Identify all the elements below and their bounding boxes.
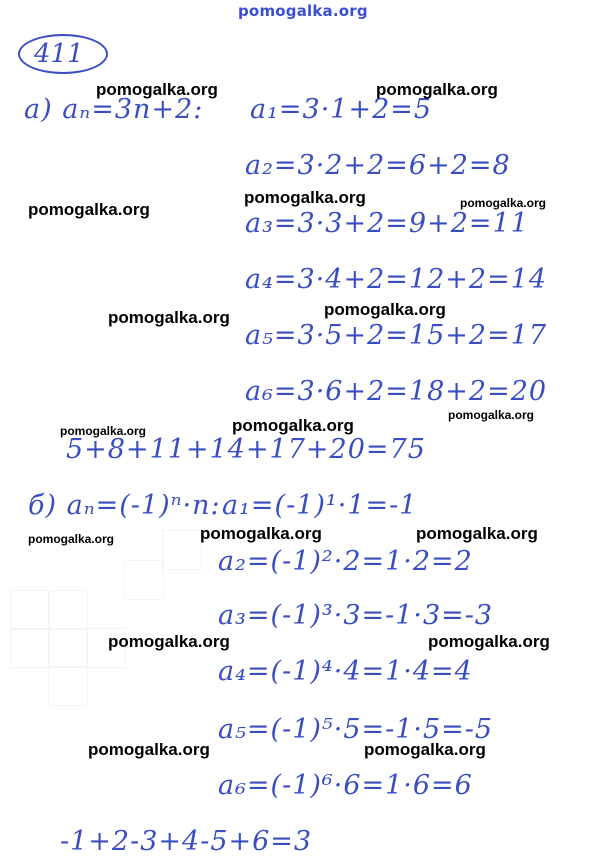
part-a-line-3: a₃=3·3+2=9+2=11 [245,208,529,239]
part-a-line-6: a₆=3·6+2=18+2=20 [245,376,548,407]
part-a-line-5: a₅=3·5+2=15+2=17 [245,320,548,351]
watermark: pomogalka.org [416,524,538,543]
part-a-sum: 5+8+11+14+17+20=75 [66,434,426,465]
background-grid [10,530,250,730]
task-number: 411 [34,39,84,69]
site-header-link[interactable]: pomogalka.org [238,2,368,20]
grid-cell [48,628,88,668]
part-b-line-3: a₃=(-1)³·3=-1·3=-3 [218,600,494,631]
watermark: pomogalka.org [448,408,535,422]
watermark: pomogalka.org [376,80,498,99]
watermark: pomogalka.org [88,740,210,759]
watermark: pomogalka.org [460,196,547,210]
part-b-sum: -1+2-3+4-5+6=3 [60,826,313,857]
watermark: pomogalka.org [28,200,150,219]
part-a-formula: а) aₙ=3n+2: [24,94,204,125]
grid-cell [48,666,88,706]
watermark: pomogalka.org [108,632,230,651]
task-number-circle [18,34,108,74]
part-b-line-2: a₂=(-1)²·2=1·2=2 [218,546,473,577]
watermark: pomogalka.org [364,740,486,759]
watermark: pomogalka.org [428,632,550,651]
grid-cell [124,560,164,600]
watermark: pomogalka.org [200,524,322,543]
grid-cell [10,590,50,630]
grid-cell [162,530,202,570]
watermark: pomogalka.org [28,532,115,546]
watermark: pomogalka.org [232,416,354,435]
watermark: pomogalka.org [108,308,230,327]
watermark: pomogalka.org [96,80,218,99]
part-a-line-1: a₁=3·1+2=5 [250,94,433,125]
part-b-line-5: a₅=(-1)⁵·5=-1·5=-5 [218,714,494,745]
watermark: pomogalka.org [244,188,366,207]
watermark: pomogalka.org [324,300,446,319]
part-a-line-2: a₂=3·2+2=6+2=8 [245,150,511,181]
grid-cell [48,590,88,630]
part-b-formula: б) aₙ=(-1)ⁿ·n: [28,490,221,521]
grid-cell [10,628,50,668]
part-b-line-4: a₄=(-1)⁴·4=1·4=4 [218,656,473,687]
part-a-line-4: a₄=3·4+2=12+2=14 [245,264,548,295]
watermark: pomogalka.org [60,424,147,438]
part-b-line-1: a₁=(-1)¹·1=-1 [222,490,418,521]
part-b-line-6: a₆=(-1)⁶·6=1·6=6 [218,770,473,801]
